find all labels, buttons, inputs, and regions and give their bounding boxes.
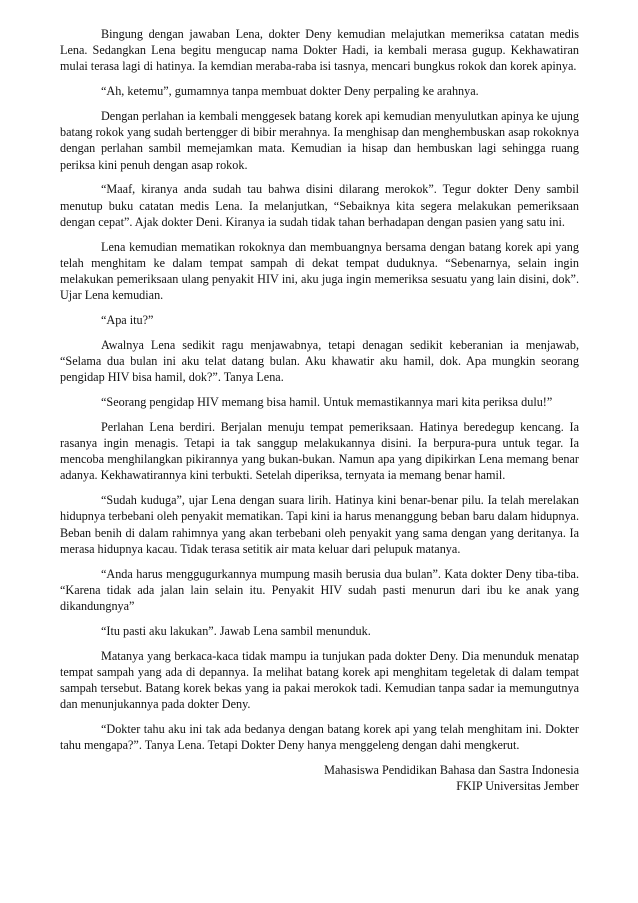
paragraph: “Anda harus menggugurkannya mumpung masih berusia dua bulan”. Kata dokter Deny tiba-tiba. “Karena tidak ada jalan lain selain itu. Penyakit HIV sudah pasti menurun dari ibu ke anak yang dikandungnya” <box>60 566 579 614</box>
paragraph: “Itu pasti aku lakukan”. Jawab Lena sambil menunduk. <box>101 623 371 638</box>
paragraph: Perlahan Lena berdiri. Berjalan menuju tempat pemeriksaan. Hatinya beredegup kencang. Ia rasanya ingin menagis. Tetapi ia tak sanggup melakukannya disini. Ia berpura-pura untuk tegar. Ia mencoba menghilangkan pikirannya yang bukan-bukan. Namun apa yang dipikirkan Lena memang benar adanya. Kekhawatirannya kini terbukti. Setelah diperiksa, ternyata ia memang benar hamil. <box>60 419 579 483</box>
footer-line-program: Mahasiswa Pendidikan Bahasa dan Sastra Indonesia <box>324 763 579 778</box>
paragraph: “Ah, ketemu”, gumamnya tanpa membuat dokter Deny perpaling ke arahnya. <box>101 84 479 99</box>
author-footer <box>60 762 579 794</box>
paragraph: Lena kemudian mematikan rokoknya dan membuangnya bersama dengan batang korek api yang telah menghitam ke dalam tempat sampah di dekat tempat duduknya. “Sebenarnya, selain ingin melakukan pemeriksaan ulang penyakit HIV ini, aku juga ingin memeriksa sesuatu yang lain disini, dok”. Ujar Lena kemudian. <box>60 239 579 303</box>
paragraph: “Dokter tahu aku ini tak ada bedanya dengan batang korek api yang telah menghitam ini. Dokter tahu mengapa?”. Tanya Lena. Tetapi Dokter Deny hanya menggeleng dengan dahi mengkerut. <box>60 722 579 753</box>
paragraph: “Sudah kuduga”, ujar Lena dengan suara lirih. Hatinya kini benar-benar pilu. Ia telah merelakan hidupnya terbebani oleh penyakit mematikan. Tapi kini ia harus menanggung beban baru dalam hidupnya. Beban benih di dalam rahimnya yang akan terbebani oleh penyakit yang sama dengan yang deritanya. Ia merasa hidupnya kacau. Tidak terasa setitik air mata keluar dari pelupuk matanya. <box>60 493 579 556</box>
document-page <box>60 26 579 794</box>
paragraph: Awalnya Lena sedikit ragu menjawabnya, tetapi denagan sedikit keberanian ia menjawab, “Selama dua bulan ini aku telat datang bulan. Aku khawatir aku hamil, dok. Apa mungkin seorang pengidap HIV bisa hamil, dok?”. Tanya Lena. <box>60 337 579 385</box>
footer-line-university: FKIP Universitas Jember <box>456 779 579 794</box>
paragraph: “Apa itu?” <box>101 313 154 328</box>
paragraph: Matanya yang berkaca-kaca tidak mampu ia tunjukan pada dokter Deny. Dia menunduk menatap tempat sampah yang ada di depannya. Ia melihat batang korek api menghitam tegeletak di dalam tempat sampah tersebut. Batang korek bekas yang ia pakai merokok tadi. Kemudian tanpa sadar ia memungutnya dan menunjukannya pada dokter Deny. <box>60 648 579 712</box>
paragraph: “Maaf, kiranya anda sudah tau bahwa disini dilarang merokok”. Tegur dokter Deny sambil menutup buku catatan medis Lena. Ia melanjutkan, “Sebaiknya kita segera melakukan pemeriksaan dengan cepat”. Ajak dokter Deni. Kiranya ia sudah tidak tahan berhadapan dengan pasien yang satu ini. <box>60 182 579 229</box>
paragraph: “Seorang pengidap HIV memang bisa hamil. Untuk memastikannya mari kita periksa dulu!” <box>101 395 553 410</box>
paragraph: Dengan perlahan ia kembali menggesek batang korek api kemudian menyulutkan apinya ke ujung batang rokok yang sudah bertengger di bibir merahnya. Ia menghisap dan menghembuskan asap rokoknya dengan perlahan sambil memejamkan mata. Kemudian ia hisap dan hembuskan lagi sehingga ruang periksa kini penuh dengan asap rokok. <box>60 109 579 172</box>
paragraph: Bingung dengan jawaban Lena, dokter Deny kemudian melajutkan memeriksa catatan medis Lena. Sedangkan Lena begitu mengucap nama Dokter Hadi, ia kembali merasa gugup. Kekhawatiran mulai terasa lagi di hatinya. Ia kemdian meraba-raba isi tasnya, mencari bungkus rokok dan korek apinya. <box>60 27 579 74</box>
